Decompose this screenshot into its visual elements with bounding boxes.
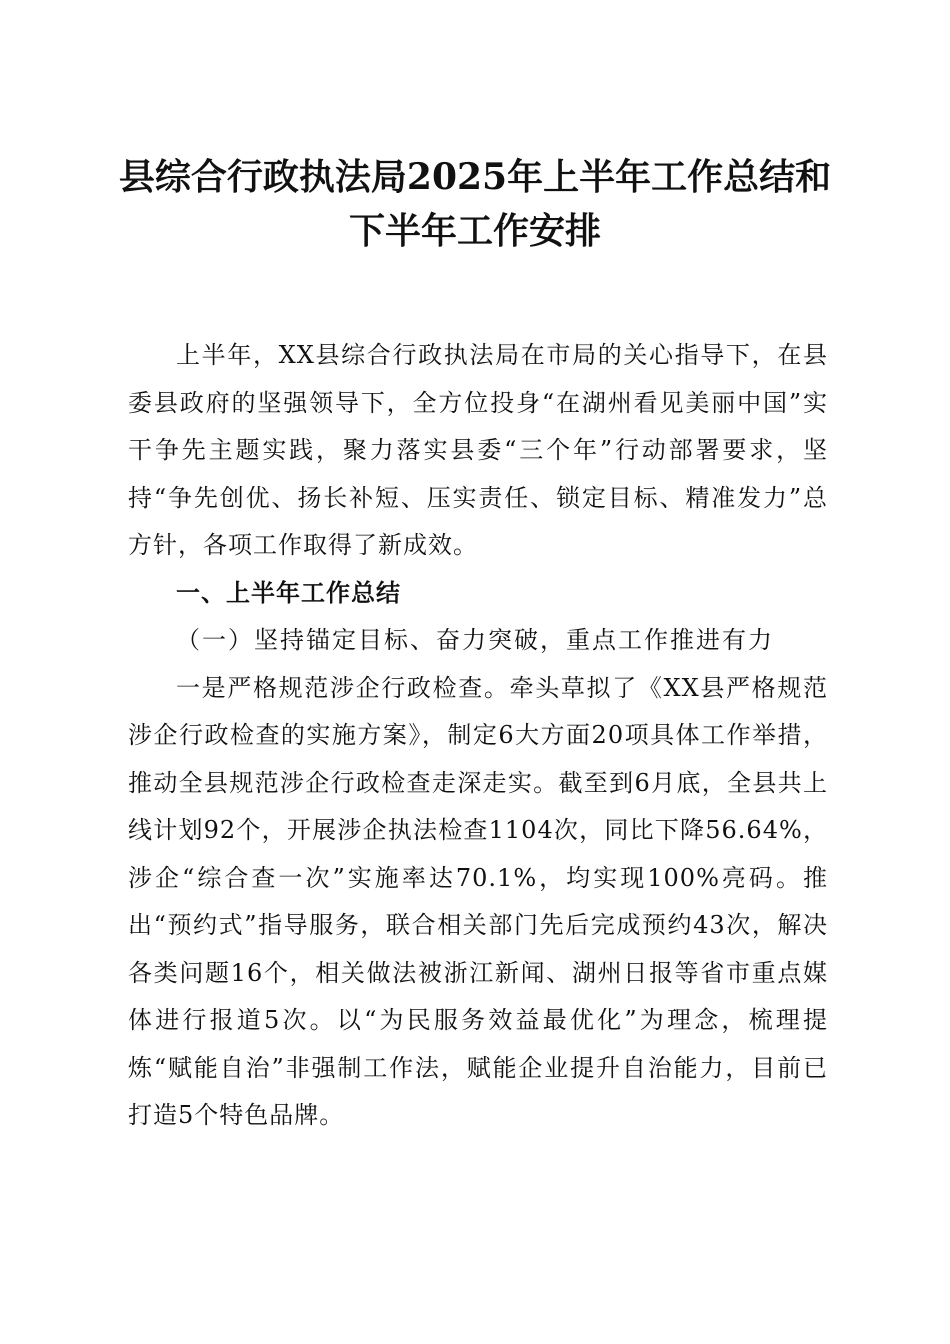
document-body — [128, 332, 828, 1140]
body-paragraph: 一是严格规范涉企行政检查。牵头草拟了《XX县严格规范涉企行政检查的实施方案》，制定6大方面20项具体工作举措，推动全县规范涉企行政检查走深走实。截至到6月底，全县共上线计划92个，开展涉企执法检查1104次，同比下降56.64%，涉企“综合查一次”实施率达70.1%，均实现100%亮码。推出“预约式”指导服务，联合相关部门先后完成预约43次，解决各类问题16个，相关做法被浙江新闻、湖州日报等省市重点媒体进行报道5次。以“为民服务效益最优化”为理念，梳理提炼“赋能自治”非强制工作法，赋能企业提升自治能力，目前已打造5个特色品牌。 — [128, 673, 828, 1129]
subsection-heading: （一）坚持锚定目标、奋力突破，重点工作推进有力 — [176, 626, 774, 654]
title-line-1: 县综合行政执法局2025年上半年工作总结和 — [118, 156, 832, 198]
title-line-2: 下半年工作安排 — [348, 210, 601, 252]
intro-paragraph: 上半年，XX县综合行政执法局在市局的关心指导下，在县委县政府的坚强领导下，全方位投身“在湖州看见美丽中国”实干争先主题实践，聚力落实县委“三个年”行动部署要求，坚持“争先创优、扬长补短、压实责任、锁定目标、精准发力”总方针，各项工作取得了新成效。 — [128, 341, 828, 559]
document-title — [100, 150, 850, 258]
section-heading: 一、上半年工作总结 — [176, 578, 401, 607]
